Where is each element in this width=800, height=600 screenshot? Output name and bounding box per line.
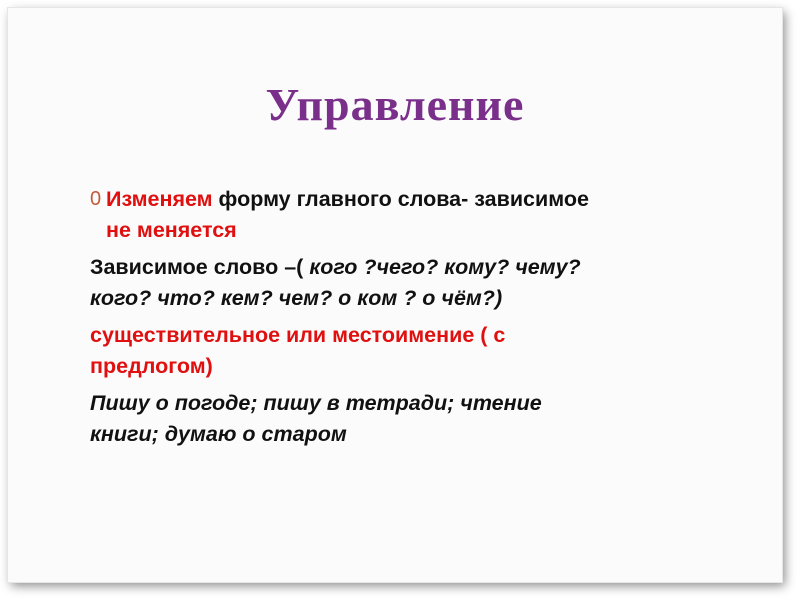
- bullet-item: [80, 184, 740, 215]
- line2-text: не меняется: [106, 218, 237, 242]
- dependent-word-paragraph: [80, 252, 740, 314]
- line8-text: книги; думаю о старом: [90, 422, 347, 446]
- examples-paragraph: [80, 388, 740, 450]
- line3-questions: кого ?чего? кому? чему?: [303, 255, 581, 279]
- keyword-changing: Изменяем: [106, 187, 213, 211]
- slide: [8, 8, 782, 582]
- line7-text: Пишу о погоде; пишу в тетради; чтение: [90, 391, 542, 415]
- line3-text: Зависимое слово –(: [90, 255, 304, 279]
- bullet-marker: 0: [90, 188, 102, 210]
- slide-title: Управление: [265, 79, 525, 130]
- line5-text: существительное или местоимение ( с: [90, 323, 506, 347]
- line6-text: предлогом): [90, 354, 213, 378]
- slide-content: [80, 184, 740, 450]
- line1-text: форму главного слова- зависимое: [212, 187, 589, 211]
- line4-questions: кого? что? кем? чем? о ком ? о чём?): [90, 286, 503, 310]
- noun-pronoun-paragraph: [80, 320, 740, 382]
